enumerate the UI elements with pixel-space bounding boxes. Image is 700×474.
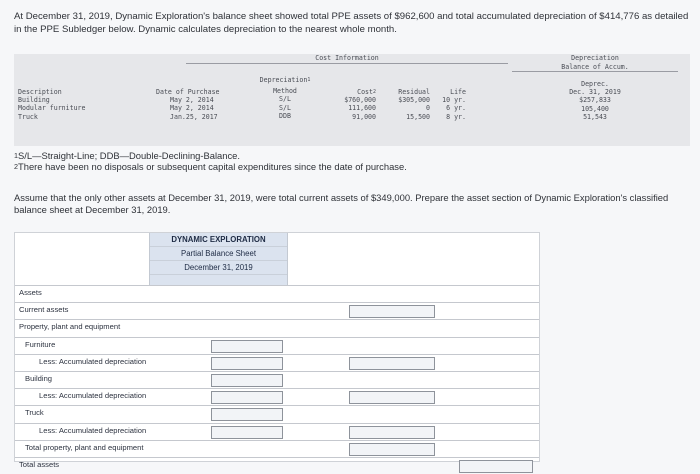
table-row: Less: Accumulated depreciation: [15, 423, 539, 440]
table-row: Total assets: [15, 457, 539, 474]
worksheet-rows: [15, 285, 539, 474]
table-row: Property, plant and equipment: [15, 319, 539, 336]
statement-title: Partial Balance Sheet: [150, 247, 287, 261]
building-net-input[interactable]: [349, 391, 435, 404]
table-row: Building: [15, 371, 539, 388]
table-row: Furniture: [15, 337, 539, 354]
footnote-1: S/L—Straight-Line; DDB—Double-Declining-Balance.: [18, 150, 240, 161]
worksheet-header: [149, 233, 288, 285]
truck-net-input[interactable]: [349, 426, 435, 439]
description-column: Description Building Modular furniture Truck: [18, 88, 86, 121]
building-cost-input[interactable]: [211, 374, 283, 387]
furniture-net-input[interactable]: [349, 357, 435, 370]
building-accum-depr-input[interactable]: [211, 391, 283, 404]
depreciation-balance-header: Depreciation Balance of Accum.: [512, 54, 678, 72]
table-row: Total property, plant and equipment: [15, 440, 539, 457]
life-column: Life 10 yr. 6 yr. 8 yr.: [442, 88, 466, 121]
statement-date: December 31, 2019: [150, 261, 287, 275]
total-ppe-input[interactable]: [349, 443, 435, 456]
truck-accum-depr-input[interactable]: [211, 426, 283, 439]
table-row: Truck: [15, 405, 539, 422]
cost-column: Cost$^2$ $760,000 111,600 91,000: [344, 88, 376, 121]
total-assets-input[interactable]: [459, 460, 533, 473]
cost-information-header: Cost Information: [186, 54, 508, 64]
truck-cost-input[interactable]: [211, 408, 283, 421]
method-column: Depreciation$^1$ Method S/L S/L DDB: [259, 76, 311, 120]
furniture-cost-input[interactable]: [211, 340, 283, 353]
purchase-date-column: Date of Purchase May 2, 2014 May 2, 2014 Jan.25, 2017: [156, 88, 220, 121]
footnotes: $^1$S/L—Straight-Line; DDB—Double-Declining-Balance. $^2$There have been no disposals or subsequent capital expenditures since the date of purchase.: [14, 150, 407, 172]
accum-depreciation-column: Deprec. Dec. 31, 2019 $257,833 105,400 51,543: [569, 80, 621, 121]
table-row: Current assets: [15, 302, 539, 319]
table-row: Less: Accumulated depreciation: [15, 388, 539, 405]
balance-sheet-worksheet: [14, 232, 540, 469]
ppe-subledger: [14, 54, 690, 146]
problem-intro: At December 31, 2019, Dynamic Exploration's balance sheet showed total PPE assets of $962,600 and total accumulated depreciation of $414,776 as detailed in the PPE Subledger below. Dynamic calculates depreciation to the nearest whole month.: [14, 11, 689, 35]
footnote-2: There have been no disposals or subsequent capital expenditures since the date of purchase.: [18, 161, 407, 172]
table-row: Less: Accumulated depreciation: [15, 354, 539, 371]
table-row: Assets: [15, 285, 539, 302]
current-assets-input[interactable]: [349, 305, 435, 318]
residual-column: Residual $305,000 0 15,500: [398, 88, 430, 121]
assumption-text: Assume that the only other assets at December 31, 2019, were total current assets of $349,000. Prepare the asset section of Dynamic Exploration's classified balance sheet at December 31, 2019.: [14, 192, 669, 215]
company-name: DYNAMIC EXPLORATION: [150, 233, 287, 247]
furniture-accum-depr-input[interactable]: [211, 357, 283, 370]
